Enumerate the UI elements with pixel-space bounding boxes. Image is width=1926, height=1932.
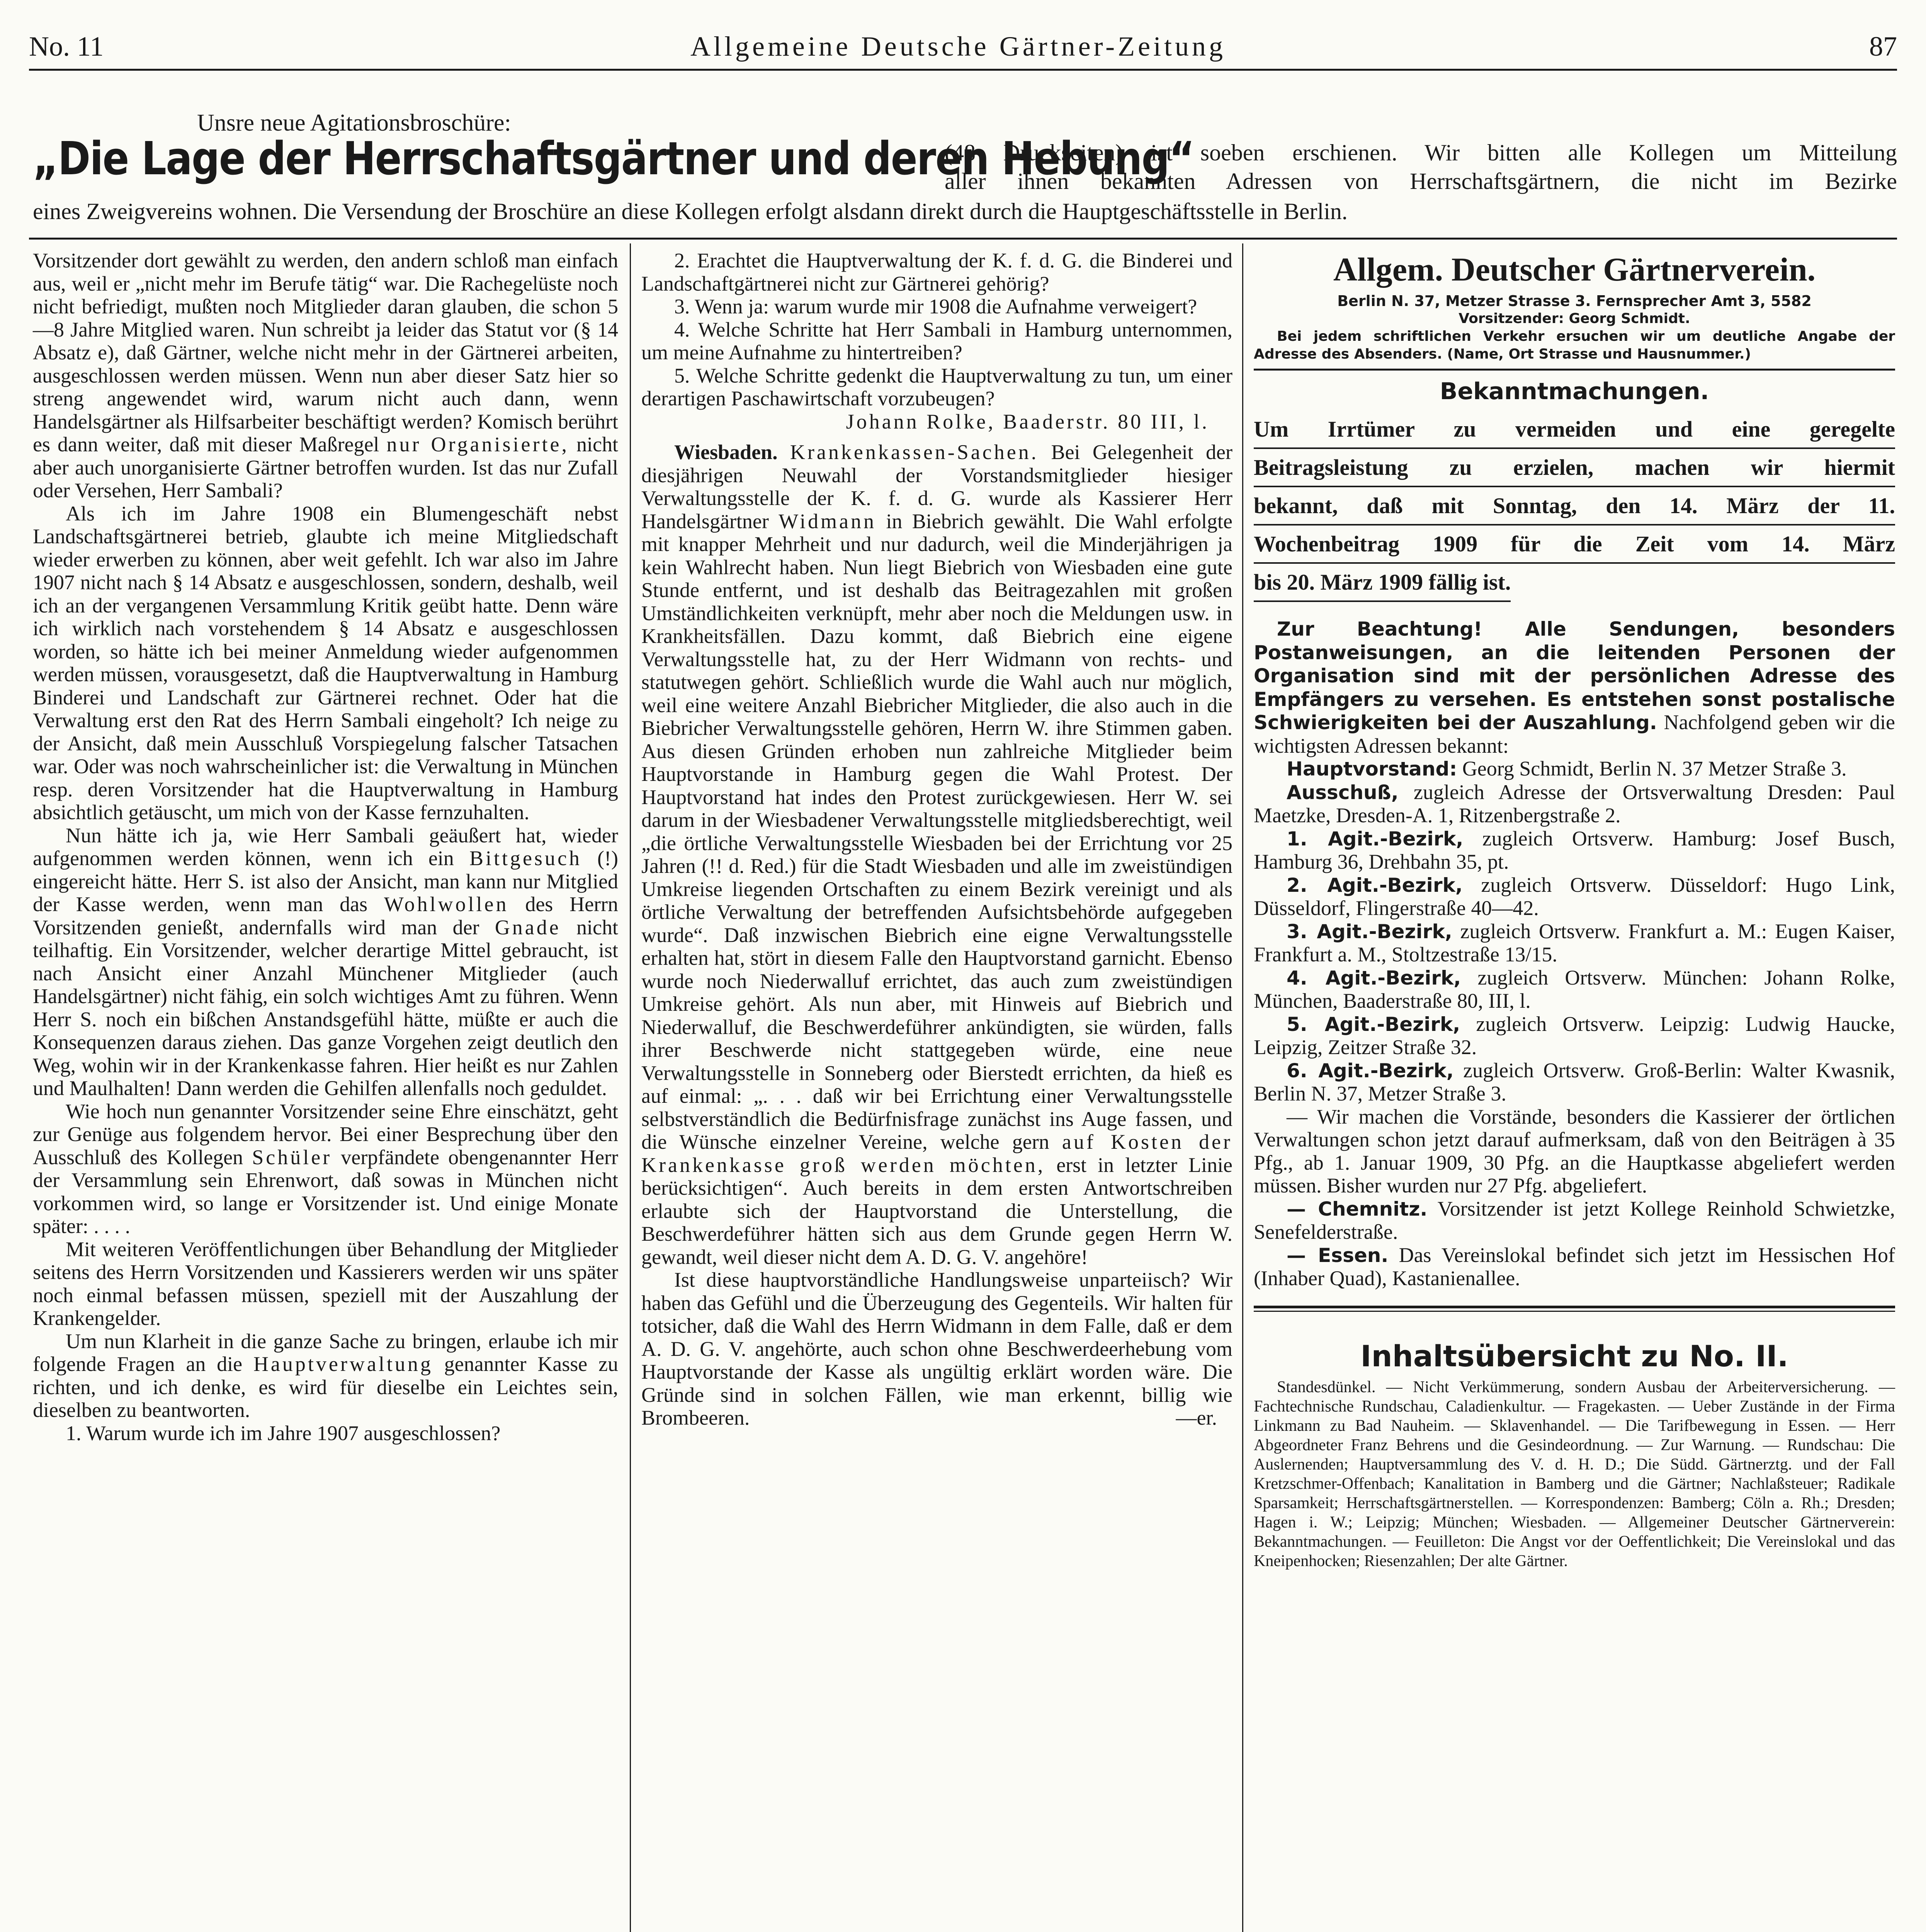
notice-paragraph: Zur Beachtung! Alle Sendungen, besonders Postanweisungen, an die leitenden Personen der Organisation sind mit der persönlichen Adresse des Empfängers zu versehen. Es entstehen sonst postalische Schwierigkeiten bei der Auszahlung. Nachfolgend geben wir die wichtigsten Adressen bekannt:	[1254, 618, 1895, 757]
article-column-1	[33, 249, 618, 1445]
paragraph: Mit weiteren Veröffentlichungen über Behandlung der Mitglieder seitens des Herrn Vorsitzenden und Kassierers werden wir uns später noch einmal befassen müssen, speziell mit der Auszahlung der Krankengelder.	[33, 1237, 618, 1330]
verein-address: Berlin N. 37, Metzer Strasse 3. Fernsprecher Amt 3, 5582	[1337, 293, 1812, 310]
announcement-line: bekannt, daß mit Sonntag, den 14. März der 11.	[1254, 487, 1895, 526]
paragraph: Nun hätte ich ja, wie Herr Sambali geäußert hat, wieder aufgenommen werden können, wenn ich ein Bittgesuch (!) eingereicht hätte. Herr S. ist also der Ansicht, man kann nur Mitglied der Kasse werden, wenn man das Wohlwollen des Herrn Vorsitzenden genießt, andernfalls wird man der Gnade nicht teilhaftig. Ein Vorsitzender, welcher derartige Mittel gebraucht, ist nach Ansicht einer Anzahl Münchener Mitglieder (auch Handelsgärtner) nicht fähig, ein solch wichtiges Amt zu führen. Wenn Herr S. noch ein bißchen Anstandsgefühl hätte, müßte er auch die Konsequenzen daraus ziehen. Das ganze Vorgehen zeigt deutlich den Weg, wohin wir in der Krankenkasse fahren. Hier heißt es nur Zahlen und Maulhalten! Dann werden die Gehilfen allenfalls noch geduldet.	[33, 823, 619, 1100]
notice-paragraph: — Wir machen die Vorstände, besonders die Kassierer der örtlichen Verwaltungen schon jetzt darauf aufmerksam, daß von den Beiträgen à 35 Pfg., ab 1. Januar 1909, 30 Pfg. an die Hauptkasse abgeliefert werden müssen. Bisher wurden nur 27 Pfg. abgeliefert.	[1254, 1105, 1895, 1197]
rule	[1254, 1306, 1895, 1308]
intro-line-1: (48 Druckseiten) ist soeben erschienen. Wir bitten alle Kollegen um Mitteilung	[945, 140, 1897, 165]
intro-line-2: aller ihnen bekannten Adressen von Herrschaftsgärtnern, die nicht im Bezirke	[945, 168, 1897, 194]
header-rule	[29, 69, 1897, 71]
address-entry: 4. Agit.-Bezirk, zugleich Ortsverw. München: Johann Rolke, München, Baaderstraße 80, III, l.	[1254, 966, 1895, 1012]
intro-rule	[29, 238, 1897, 240]
notice-paragraph: — Chemnitz. Vorsitzender ist jetzt Kollege Reinhold Schwietzke, Senefelderstraße.	[1254, 1197, 1895, 1243]
paragraph: Ist diese hauptvorständliche Handlungsweise unparteiisch? Wir haben das Gefühl und die Überzeugung des Gegenteils. Wir halten für totsicher, daß die Wahl des Herrn Widmann in dem Falle, daß er dem A. D. G. V. angehörte, auch schon ohne Beschwerdeerhebung vom Hauptvorstande der Kasse als ungültig erklärt worden wäre. Die Gründe sind in solchen Fällen, wie man erkennt, billig wie Brombeeren. —er.	[641, 1268, 1232, 1429]
notice-paragraph: — Essen. Das Vereinslokal befindet sich jetzt im Hessischen Hof (Inhaber Quad), Kastanienallee.	[1254, 1243, 1895, 1290]
article-column-2	[641, 249, 1232, 1430]
intro-line-3: eines Zweigvereins wohnen. Die Versendung der Broschüre an diese Kollegen erfolgt alsdann direkt durch die Hauptgeschäftsstelle in Berlin.	[33, 199, 1348, 224]
paragraph: Als ich im Jahre 1908 ein Blumengeschäft nebst Landschaftsgärtnerei betrieb, glaubte ich meine Mitgliedschaft wieder erwerben zu können, aber weit gefehlt. Ich war also im Jahre 1907 nicht nach § 14 Absatz e ausgeschlossen, sondern, deshalb, weil ich an der vergangenen Versammlung Kritik geübt hatte. Denn wäre ich wirklich nach vorstehendem § 14 Absatz e ausgeschlossen worden, so hätte ich bei meiner Anmeldung wieder aufgenommen werden müssen, vorausgesetzt, daß die Hauptverwaltung in Hamburg Binderei und Landschaft zur Gärtnerei rechnet. Oder hat die Verwaltung erst den Rat des Herrn Sambali eingeholt? Ich neige zu der Ansicht, daß mein Ausschluß Vorspiegelung falscher Tatsachen war. Oder was noch wahrscheinlicher ist: die Verwaltung in München resp. deren Vorsitzender hat die Hauptverwaltung in Hamburg absichtlich getäuscht, um mich von der Kasse fernzuhalten.	[33, 502, 618, 824]
question: 5. Welche Schritte gedenkt die Hauptverwaltung zu tun, um einer derartigen Paschawirtschaft vorzubeugen?	[641, 364, 1232, 410]
verein-column	[1254, 249, 1895, 1571]
question: 3. Wenn ja: warum wurde mir 1908 die Aufnahme verweigert?	[674, 295, 1197, 318]
page-number: 87	[1869, 31, 1897, 62]
paragraph: Wie hoch nun genannter Vorsitzender seine Ehre einschätzt, geht zur Genüge aus folgendem hervor. Bei einer Besprechung über den Ausschluß des Kollegen Schüler verpfändete obengenannter Herr der Versammlung sein Ehrenwort, daß sowas in München nicht vorkommen wird, so lange er Vorsitzender ist. Und einige Monate später: . . . .	[33, 1099, 619, 1238]
verein-chair: Vorsitzender: Georg Schmidt.	[1459, 311, 1690, 327]
address-entry: 3. Agit.-Bezirk, zugleich Ortsverw. Frankfurt a. M.: Eugen Kaiser, Frankfurt a. M., Stoltzestraße 13/15.	[1254, 919, 1895, 966]
column-divider	[630, 243, 631, 1932]
address-entry: 2. Agit.-Bezirk, zugleich Ortsverw. Düsseldorf: Hugo Link, Düsseldorf, Flingerstraße 40—42.	[1254, 873, 1895, 920]
rule	[1254, 1311, 1895, 1312]
address-entry: 5. Agit.-Bezirk, zugleich Ortsverw. Leipzig: Ludwig Haucke, Leipzig, Zeitzer Straße 32.	[1254, 1012, 1895, 1059]
announcement-line: Um Irrtümer zu vermeiden und eine geregelte	[1254, 411, 1895, 449]
verein-note: Bei jedem schriftlichen Verkehr ersuchen wir um deutliche Angabe der Adresse des Absenders. (Name, Ort Strasse und Hausnummer.)	[1254, 328, 1895, 362]
paragraph: Um nun Klarheit in die ganze Sache zu bringen, erlaube ich mir folgende Fragen an die Hauptverwaltung genannter Kasse zu richten, und ich denke, es wird für dieselbe ein Leichtes sein, dieselben zu beantworten.	[33, 1329, 618, 1422]
verein-title: Allgem. Deutscher Gärtnerverein.	[1333, 251, 1816, 288]
question: 4. Welche Schritte hat Herr Sambali in Hamburg unternommen, um meine Aufnahme zu hintertreiben?	[641, 318, 1232, 364]
issue-number: No. 11	[29, 31, 104, 62]
announcements-heading: Bekanntmachungen.	[1440, 378, 1709, 405]
contents-title: Inhaltsübersicht zu No. II.	[1360, 1338, 1788, 1373]
brochure-title: „Die Lage der Herrschaftsgärtner und deren Hebung“	[33, 132, 1194, 185]
address-entry: Ausschuß, zugleich Adresse der Ortsverwaltung Dresden: Paul Maetzke, Dresden-A. 1, Ritzenbergstraße 2.	[1254, 780, 1895, 827]
contents-body: Standesdünkel. — Nicht Verkümmerung, sondern Ausbau der Arbeiterversicherung. — Fachtechnische Rundschau, Caladienkultur. — Fragekasten. — Ueber Zustände in der Firma Linkmann zu Bad Nauheim. — Sklavenhandel. — Die Tarifbewegung in Essen. — Herr Abgeordneter Franz Behrens und die Gesindeordnung. — Zur Warnung. — Rundschau: Die Auslernenden; Hauptversammlung des V. d. H. D.; Die Südd. Gärtnerztg. und der Fall Kretzschmer-Offenbach; Kanalitation in Bamberg und die Gärtner; Nachlaßsteuer; Radikale Sparsamkeit; Herrschaftsgärtnerstellen. — Korrespondenzen: Bamberg; Cöln a. Rh.; Dresden; Hagen i. W.; Leipzig; München; Wiesbaden. — Allgemeiner Deutscher Gärtnerverein: Bekanntmachungen. — Feuilleton: Die Angst vor der Oeffentlichkeit; Die Vereinslokal und das Kneipenhocken; Riesenzahlen; Der alte Gärtner.	[1254, 1378, 1895, 1570]
question: 1. Warum wurde ich im Jahre 1907 ausgeschlossen?	[66, 1421, 501, 1445]
rule	[1254, 369, 1895, 371]
question: 2. Erachtet die Hauptverwaltung der K. f. d. G. die Binderei und Landschaftgärtnerei nicht zur Gärtnerei gehörig?	[641, 249, 1232, 295]
announcement-line: Beitragsleistung zu erzielen, machen wir hiermit	[1254, 449, 1895, 487]
intro-label: Unsre neue Agitationsbroschüre:	[197, 110, 511, 136]
announcement-line: Wochenbeitrag 1909 für die Zeit vom 14. März	[1254, 526, 1895, 564]
address-entry: Hauptvorstand: Georg Schmidt, Berlin N. 37 Metzer Straße 3.	[1287, 757, 1847, 780]
address-entry: 1. Agit.-Bezirk, zugleich Ortsverw. Hamburg: Josef Busch, Hamburg 36, Drehbahn 35, pt.	[1254, 827, 1895, 873]
column-divider	[1242, 243, 1243, 1932]
announcement-line: bis 20. März 1909 fällig ist.	[1254, 564, 1511, 602]
author-signature: Johann Rolke, Baaderstr. 80 III, l.	[846, 410, 1209, 433]
paragraph: Wiesbaden. Krankenkassen-Sachen. Bei Gelegenheit der diesjährigen Neuwahl der Vorstandsmitglieder hiesiger Verwaltungsstelle der K. f. d. G. wurde als Kassierer Herr Handelsgärtner Widmann in Biebrich gewählt. Die Wahl erfolgte mit knapper Mehrheit und nur dadurch, weil die Minderjährigen ja kein Wahlrecht haben. Nun liegt Biebrich von Wiesbaden eine gute Stunde entfernt, und ist deshalb das Beitragezahlen mit großen Umständlichkeiten verknüpft, mehr aber noch die Meldungen usw. in Krankheitsfällen. Dazu kommt, daß Biebrich eine eigene Verwaltungsstelle hat, zu der Herr Widmann von rechts- und statutwegen gehört. Schließlich wurde die Wahl auch nur möglich, weil eine weitere Anzahl Biebricher Mitglieder, die also auch in die Biebricher Verwaltungsstelle gehören, Herrn W. ihre Stimmen gaben. Aus diesen Gründen erhoben nun zahlreiche Mitglieder beim Hauptvorstande in Hamburg gegen die Wahl Protest. Der Hauptvorstand hat indes den Protest zurückgewiesen. Herr W. sei darum in der Wiesbadener Verwaltungsstelle mitgliedsberechtigt, weil „die örtliche Verwaltungsstelle Wiesbaden bei der Errichtung vor 25 Jahren (!! d. Red.) für die Stadt Wiesbaden und alle im zweistündigen Umkreise liegenden Ortschaften zu einem Bezirk vereinigt und als örtliche Verwaltung der betreffenden Aufsichtsbehörde aufgegeben wurde“. Daß inzwischen Biebrich eine eigne Verwaltungsstelle erhalten hat, stört in diesem Falle den Hauptvorstand garnicht. Ebenso wurde noch Niederwalluf errichtet, das auch zum zweistündigen Umkreise gehört. Als nun aber, mit Hinweis auf Biebrich und Niederwalluf, die Beschwerdeführer ankündigten, sie würden, falls ihrer Beschwerde nicht stattgegeben würde, eine neue Verwaltungsstelle in Sonneberg oder Bierstedt errichten, da hieß es auf einmal: „. . . daß wir bei Errichtung einer Verwaltungsstelle selbstverständlich die Bedürfnisfrage zunächst ins Auge fassen, und die Wünsche einzelner Vereine, welche gern auf Kosten der Krankenkasse groß werden möchten, erst in letzter Linie berücksichtigen“. Auch bereits in dem ersten Antwortschreiben erlaubte sich der Hauptvorstand die Unterstellung, die Beschwerdeführer hätten sich aus dem Grunde gegen Herrn W. gewandt, weil dieser nicht dem A. D. G. V. angehöre!	[641, 440, 1233, 1269]
address-entry: 6. Agit.-Bezirk, zugleich Ortsverw. Groß-Berlin: Walter Kwasnik, Berlin N. 37, Metzer Straße 3.	[1254, 1058, 1895, 1105]
paragraph: Vorsitzender dort gewählt zu werden, den andern schloß man einfach aus, weil er „nicht mehr im Berufe tätig“ war. Die Rachegelüste noch nicht befriedigt, mußten noch Mitglieder daran glauben, die schon 5—8 Jahre Mitglied waren. Nun schreibt ja leider das Statut vor (§ 14 Absatz e), daß Gärtner, welche nicht mehr in der Gärtnerei arbeiten, ausgeschlossen werden müssen. Wenn nun aber dieser Satz hier so streng angewendet wird, warum nicht auch dann, wenn Handelsgärtner als Hilfsarbeiter beschäftigt werden? Komisch berührt es dann weiter, daß mit dieser Maßregel nur Organisierte, nicht aber auch unorganisierte Gärtner betroffen wurden. Ist das nur Zufall oder Versehen, Herr Sambali?	[33, 249, 619, 502]
newspaper-title: Allgemeine Deutsche Gärtner-Zeitung	[690, 31, 1226, 62]
